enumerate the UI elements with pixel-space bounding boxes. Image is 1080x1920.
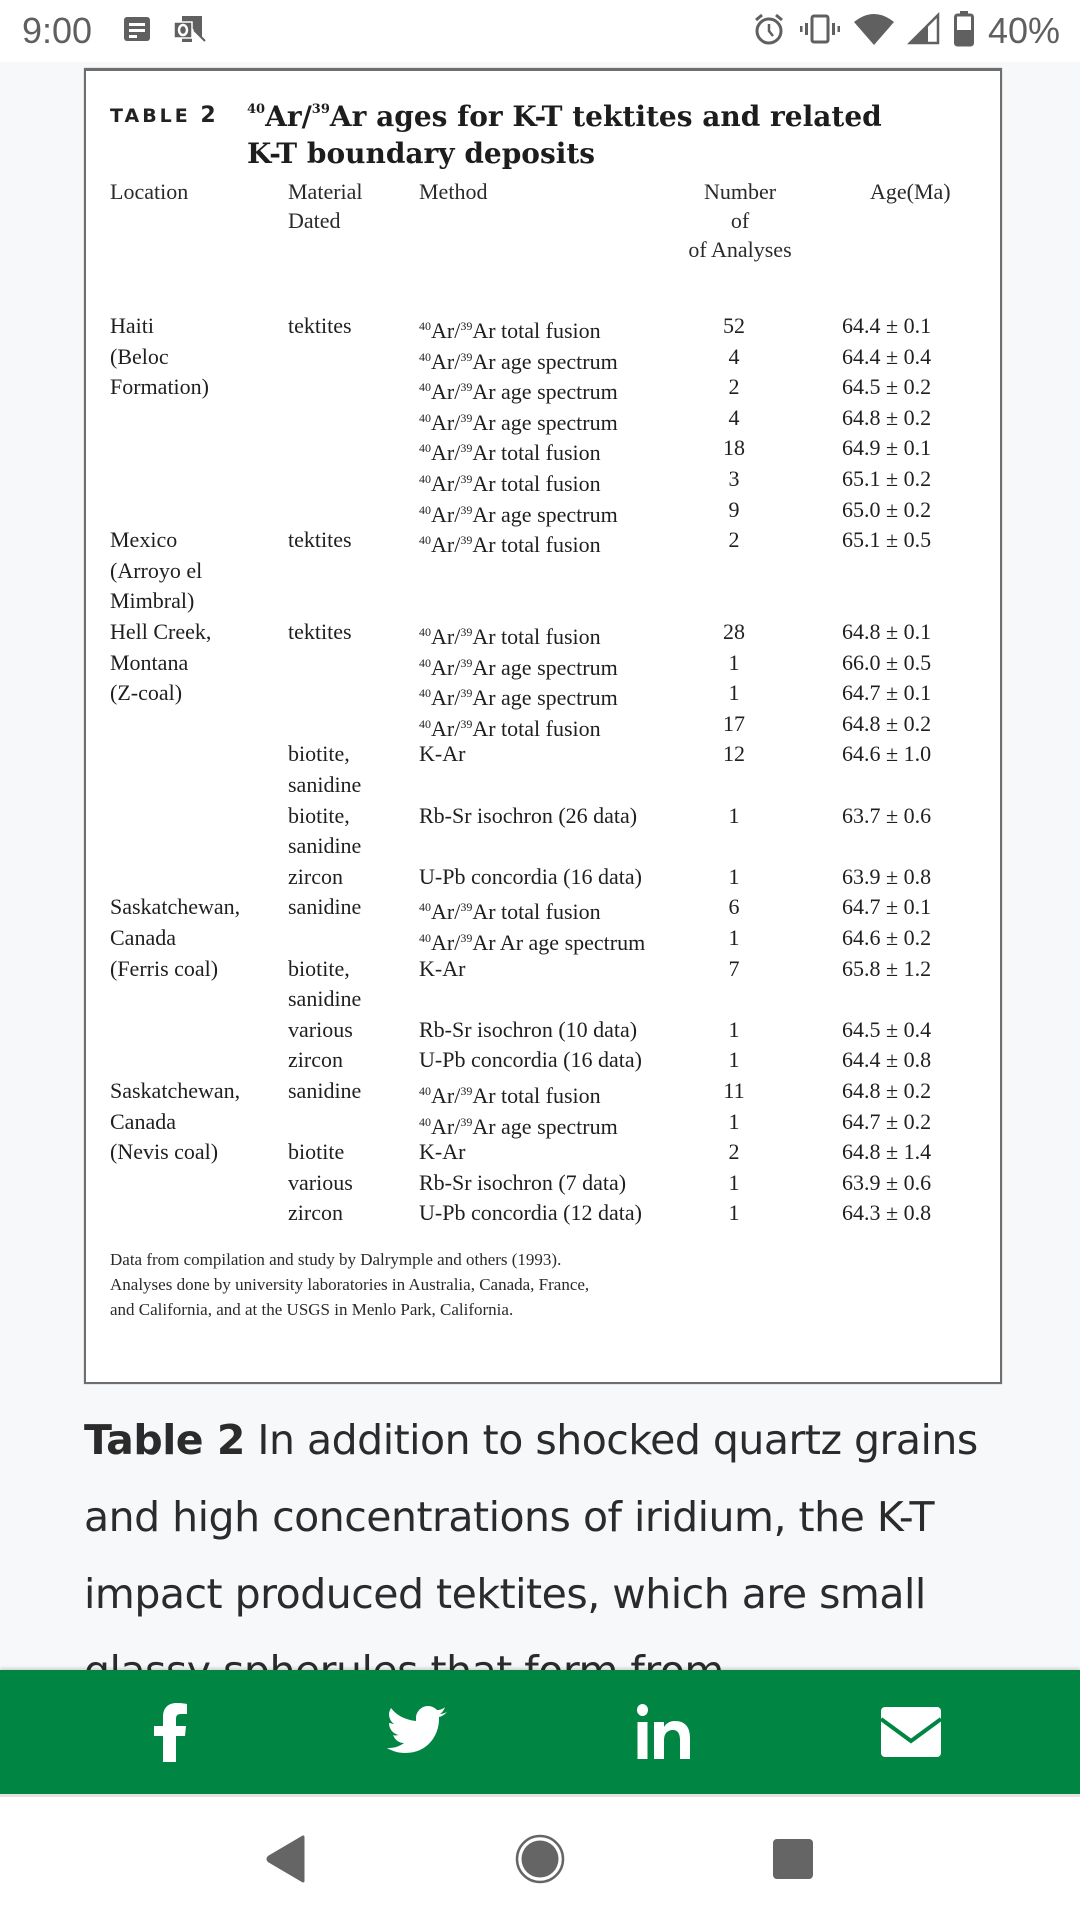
cell-number-of-analyses: 1: [728, 802, 740, 828]
cell-location: (Arroyo el: [110, 557, 203, 583]
cell-age: 66.0 ± 0.5: [842, 649, 932, 675]
nav-back-button[interactable]: [237, 1809, 337, 1909]
cell-age: 64.7 ± 0.1: [842, 894, 932, 920]
cell-age: 64.4 ± 0.1: [842, 313, 932, 338]
battery-percent: 40%: [987, 10, 1060, 51]
column-header-number: [680, 177, 800, 264]
figure-tag: [110, 103, 247, 172]
cell-method: U-Pb concordia (16 data): [419, 1047, 642, 1073]
cell-method: U-Pb concordia (16 data): [419, 863, 642, 889]
table-row: [86, 403, 1000, 433]
cell-location: Mexico: [110, 527, 178, 553]
cell-age: 64.4 ± 0.8: [842, 1047, 932, 1073]
column-header-material-line2: Dated: [288, 208, 341, 233]
alarm-icon: [752, 12, 786, 50]
status-bar: [0, 0, 1080, 62]
cell-material: biotite,: [288, 802, 350, 828]
cell-location: Haiti: [110, 313, 154, 338]
cell-method: $^{40}$Ar/$^{39}$Ar Ar age spectrum: [419, 930, 646, 955]
share-email-button[interactable]: [851, 1682, 971, 1782]
cell-material: zircon: [288, 863, 343, 889]
table-row: [86, 648, 1000, 678]
cell-method: $^{40}$Ar/$^{39}$Ar total fusion: [419, 318, 601, 343]
title-part2: Ar ages for K-T tektites and related K-T boundary deposits: [247, 100, 882, 170]
column-header-age: Age(Ma): [870, 179, 951, 204]
column-header-method: Method: [419, 179, 488, 204]
cell-method: $^{40}$Ar/$^{39}$Ar age spectrum: [419, 409, 618, 435]
cell-number-of-analyses: 4: [728, 343, 740, 369]
cell-number-of-analyses: 1: [728, 863, 740, 889]
facebook-icon: [150, 1702, 190, 1762]
cell-material: biotite,: [288, 741, 350, 767]
figure-tag-number: 2: [200, 103, 216, 128]
footnote-line: Data from compilation and study by Dalrymple and others (1993).: [110, 1250, 562, 1269]
cell-signal-icon: [908, 13, 940, 49]
cell-location: (Beloc: [110, 343, 169, 369]
linkedin-icon: [637, 1704, 691, 1760]
table-row: [86, 372, 1000, 405]
table-row: [86, 525, 1000, 558]
table-row: [86, 1076, 1000, 1106]
cell-number-of-analyses: 9: [728, 496, 740, 522]
title-part1: Ar/: [265, 100, 312, 133]
figure-title: [247, 91, 907, 172]
cell-material: biotite: [288, 1139, 345, 1165]
cell-method: $^{40}$Ar/$^{39}$Ar age spectrum: [419, 501, 618, 527]
column-header-material: [288, 177, 363, 235]
cell-number-of-analyses: 2: [728, 527, 740, 553]
cell-material: various: [288, 1016, 353, 1042]
cell-age: 64.7 ± 0.2: [842, 1108, 932, 1134]
table-row: [86, 831, 1000, 861]
table-figure-image: [84, 68, 1002, 1384]
cell-method: Rb-Sr isochron (7 data): [419, 1169, 627, 1195]
cell-age: 65.0 ± 0.2: [842, 496, 932, 522]
cell-method: $^{40}$Ar/$^{39}$Ar age spectrum: [419, 379, 618, 405]
cell-age: 65.1 ± 0.2: [842, 466, 932, 491]
figure-caption: [84, 1402, 1004, 1710]
cell-method: Rb-Sr isochron (10 data): [419, 1016, 638, 1042]
recents-icon: [772, 1838, 814, 1880]
cell-method: $^{40}$Ar/$^{39}$Ar age spectrum: [419, 1113, 618, 1139]
figure-header: [110, 91, 907, 172]
back-icon: [265, 1835, 309, 1883]
table-row: [86, 1168, 1000, 1198]
status-time: 9:00: [22, 10, 93, 51]
table-row: [86, 617, 1000, 647]
cell-number-of-analyses: 3: [728, 466, 740, 491]
cell-age: 64.6 ± 0.2: [842, 925, 932, 950]
table-row: [86, 801, 1000, 831]
cell-material: sanidine: [288, 986, 362, 1012]
cell-age: 64.8 ± 0.2: [842, 1078, 932, 1103]
cell-age: 64.3 ± 0.8: [842, 1200, 932, 1226]
table-row: [86, 739, 1000, 769]
cell-number-of-analyses: 52: [723, 313, 745, 338]
table-row: [86, 678, 1000, 711]
cell-method: $^{40}$Ar/$^{39}$Ar total fusion: [419, 471, 601, 496]
cell-material: sanidine: [288, 833, 362, 859]
table-row: [86, 954, 1000, 984]
battery-icon: [954, 11, 974, 51]
cell-method: $^{40}$Ar/$^{39}$Ar total fusion: [419, 440, 601, 466]
table-row: [86, 586, 1000, 616]
cell-method: $^{40}$Ar/$^{39}$Ar age spectrum: [419, 685, 618, 711]
cell-age: 64.8 ± 1.4: [842, 1139, 932, 1165]
cell-method: $^{40}$Ar/$^{39}$Ar age spectrum: [419, 654, 618, 680]
cell-method: U-Pb concordia (12 data): [419, 1200, 642, 1226]
cell-method: K-Ar: [419, 1139, 466, 1165]
cell-method: $^{40}$Ar/$^{39}$Ar total fusion: [419, 624, 601, 649]
cell-material: sanidine: [288, 894, 362, 920]
table-row: [86, 892, 1000, 925]
cell-age: 63.9 ± 0.8: [842, 863, 932, 889]
twitter-icon: [387, 1706, 447, 1758]
column-header-number-line2: of: [730, 208, 750, 233]
share-linkedin-button[interactable]: [604, 1682, 724, 1782]
cell-number-of-analyses: 6: [728, 894, 740, 920]
cell-age: 63.9 ± 0.6: [842, 1169, 932, 1195]
table-row: [86, 1045, 1000, 1075]
column-header-number-line3: of Analyses: [688, 237, 792, 262]
cell-age: 65.1 ± 0.5: [842, 527, 932, 553]
cell-age: 63.7 ± 0.6: [842, 802, 932, 828]
cell-number-of-analyses: 1: [728, 1108, 740, 1134]
cell-age: 64.5 ± 0.2: [842, 374, 932, 400]
cell-number-of-analyses: 4: [728, 404, 740, 430]
table-row: [86, 923, 1000, 953]
figure-footnote: [110, 1247, 810, 1322]
notification-icon: [122, 14, 152, 48]
table-row: [86, 433, 1000, 466]
table-row: [86, 311, 1000, 341]
share-bar: [0, 1670, 1080, 1794]
cell-material: tektites: [288, 313, 352, 338]
cell-age: 64.8 ± 0.2: [842, 404, 932, 430]
cell-age: 64.8 ± 0.1: [842, 619, 932, 644]
cell-number-of-analyses: 1: [728, 680, 740, 706]
cell-location: Saskatchewan,: [110, 1078, 241, 1103]
column-header-material-line1: Material: [288, 179, 363, 204]
android-nav-bar: [0, 1794, 1080, 1920]
outlook-icon: [172, 14, 208, 48]
figure-tag-label: TABLE: [110, 105, 191, 127]
cell-material: various: [288, 1169, 353, 1195]
cell-material: tektites: [288, 619, 352, 644]
cell-number-of-analyses: 1: [728, 649, 740, 675]
cell-location: Canada: [110, 1108, 176, 1134]
table-row: [86, 1015, 1000, 1045]
cell-location: (Nevis coal): [110, 1139, 219, 1165]
nav-recents-button[interactable]: [743, 1809, 843, 1909]
cell-material: tektites: [288, 527, 352, 553]
table-row: [86, 862, 1000, 892]
column-header-location: Location: [110, 179, 189, 204]
cell-location: (Z-coal): [110, 680, 183, 706]
caption-text: In addition to shocked quartz grains and high concentrations of iridium, the K-T impact produced tektites, which are small: [84, 1416, 978, 1618]
share-twitter-button[interactable]: [357, 1682, 477, 1782]
cell-location: Hell Creek,: [110, 619, 212, 644]
share-facebook-button[interactable]: [110, 1682, 230, 1782]
cell-number-of-analyses: 11: [723, 1078, 745, 1103]
cell-number-of-analyses: 1: [728, 925, 740, 950]
table-row: [86, 984, 1000, 1014]
cell-number-of-analyses: 1: [728, 1200, 740, 1226]
cell-method: $^{40}$Ar/$^{39}$Ar total fusion: [419, 715, 601, 741]
cell-location: (Ferris coal): [110, 955, 219, 981]
cell-age: 64.8 ± 0.2: [842, 710, 932, 736]
cell-number-of-analyses: 1: [728, 1047, 740, 1073]
cell-number-of-analyses: 17: [723, 710, 745, 736]
wifi-icon: [854, 12, 894, 50]
cell-location: Saskatchewan,: [110, 894, 241, 920]
footnote-line: Analyses done by university laboratories in Australia, Canada, France,: [110, 1275, 590, 1294]
cell-method: $^{40}$Ar/$^{39}$Ar total fusion: [419, 1083, 601, 1108]
cell-method: K-Ar: [419, 955, 466, 981]
cell-number-of-analyses: 18: [723, 435, 745, 461]
cell-number-of-analyses: 2: [728, 1139, 740, 1165]
cell-number-of-analyses: 12: [723, 741, 745, 767]
cell-location: Formation): [110, 374, 209, 400]
table-row: [86, 770, 1000, 800]
cell-method: $^{40}$Ar/$^{39}$Ar total fusion: [419, 532, 601, 558]
vibrate-icon: [800, 14, 840, 48]
nav-home-button[interactable]: [490, 1809, 590, 1909]
cell-age: 65.8 ± 1.2: [842, 955, 932, 981]
cell-method: $^{40}$Ar/$^{39}$Ar total fusion: [419, 899, 601, 925]
table-row: [86, 342, 1000, 372]
cell-number-of-analyses: 28: [723, 619, 745, 644]
cell-age: 64.4 ± 0.4: [842, 343, 932, 369]
cell-number-of-analyses: 2: [728, 374, 740, 400]
table-row: [86, 1107, 1000, 1137]
table-row: [86, 495, 1000, 525]
cell-material: zircon: [288, 1200, 343, 1226]
column-header-number-line1: Number: [703, 179, 777, 204]
cell-number-of-analyses: 1: [728, 1169, 740, 1195]
title-isotope-39: 39: [311, 102, 330, 117]
email-icon: [881, 1707, 941, 1757]
cell-material: sanidine: [288, 1078, 362, 1103]
article-content[interactable]: [0, 62, 1080, 1670]
cell-method: Rb-Sr isochron (26 data): [419, 802, 638, 828]
cell-location: Mimbral): [110, 588, 195, 614]
cell-location: Montana: [110, 649, 189, 675]
table-row: [86, 1198, 1000, 1228]
cell-age: 64.7 ± 0.1: [842, 680, 932, 706]
cell-material: zircon: [288, 1047, 343, 1073]
title-isotope-40: 40: [247, 102, 266, 117]
caption-label: Table 2: [84, 1416, 245, 1464]
table-row: [86, 1137, 1000, 1167]
table-row: [86, 709, 1000, 739]
cell-age: 64.6 ± 1.0: [842, 741, 932, 767]
cell-location: Canada: [110, 925, 176, 950]
table-row: [86, 556, 1000, 586]
cell-method: $^{40}$Ar/$^{39}$Ar age spectrum: [419, 348, 618, 374]
cell-age: 64.5 ± 0.4: [842, 1016, 932, 1042]
cell-method: K-Ar: [419, 741, 466, 767]
cell-number-of-analyses: 7: [728, 955, 740, 981]
cell-number-of-analyses: 1: [728, 1016, 740, 1042]
table-row: [86, 464, 1000, 494]
cell-age: 64.9 ± 0.1: [842, 435, 932, 461]
cell-material: biotite,: [288, 955, 350, 981]
home-icon: [515, 1834, 565, 1884]
footnote-line: and California, and at the USGS in Menlo Park, California.: [110, 1300, 514, 1319]
cell-material: sanidine: [288, 772, 362, 797]
